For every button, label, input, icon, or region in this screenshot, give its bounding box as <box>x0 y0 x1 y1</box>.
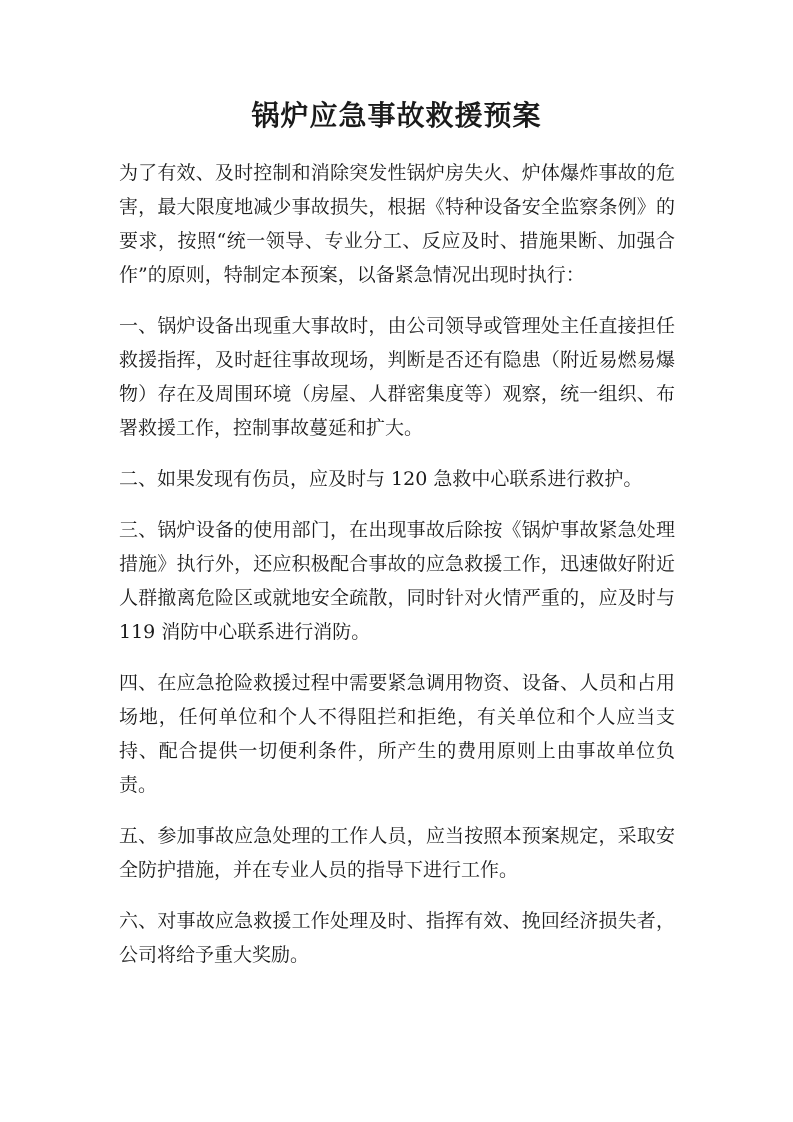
document-body <box>119 156 675 989</box>
clause-6-paragraph: 六、对事故应急救援工作处理及时、指挥有效、挽回经济损失者，公司将给予重大奖励。 <box>119 910 675 966</box>
intro-paragraph: 为了有效、及时控制和消除突发性锅炉房失火、炉体爆炸事故的危害，最大限度地减少事故损失，根据《特种设备安全监察条例》的要求，按照“统一领导、专业分工、反应及时、措施果断、加强合作”的原则，特制定本预案，以备紧急情况出现时执行： <box>119 162 675 286</box>
clause-4-paragraph: 四、在应急抢险救援过程中需要紧急调用物资、设备、人员和占用场地，任何单位和个人不得阻拦和拒绝，有关单位和个人应当支持、配合提供一切便利条件，所产生的费用原则上由事故单位负责。 <box>119 672 675 796</box>
document-title: 锅炉应急事故救援预案 <box>251 99 542 132</box>
clause-1-paragraph: 一、锅炉设备出现重大事故时，由公司领导或管理处主任直接担任救援指挥，及时赶往事故现场，判断是否还有隐患（附近易燃易爆物）存在及周围环境（房屋、人群密集度等）观察，统一组织、布署救援工作，控制事故蔓延和扩大。 <box>119 315 675 439</box>
clause-2-paragraph: 二、如果发现有伤员，应及时与 120 急救中心联系进行救护。 <box>119 468 643 490</box>
clause-3-paragraph: 三、锅炉设备的使用部门，在出现事故后除按《锅炉事故紧急处理措施》执行外，还应积极配合事故的应急救援工作，迅速做好附近人群撤离危险区或就地安全疏散，同时针对火情严重的，应及时与 119 消防中心联系进行消防。 <box>119 519 675 643</box>
clause-5-paragraph: 五、参加事故应急处理的工作人员，应当按照本预案规定，采取安全防护措施，并在专业人员的指导下进行工作。 <box>119 825 675 881</box>
